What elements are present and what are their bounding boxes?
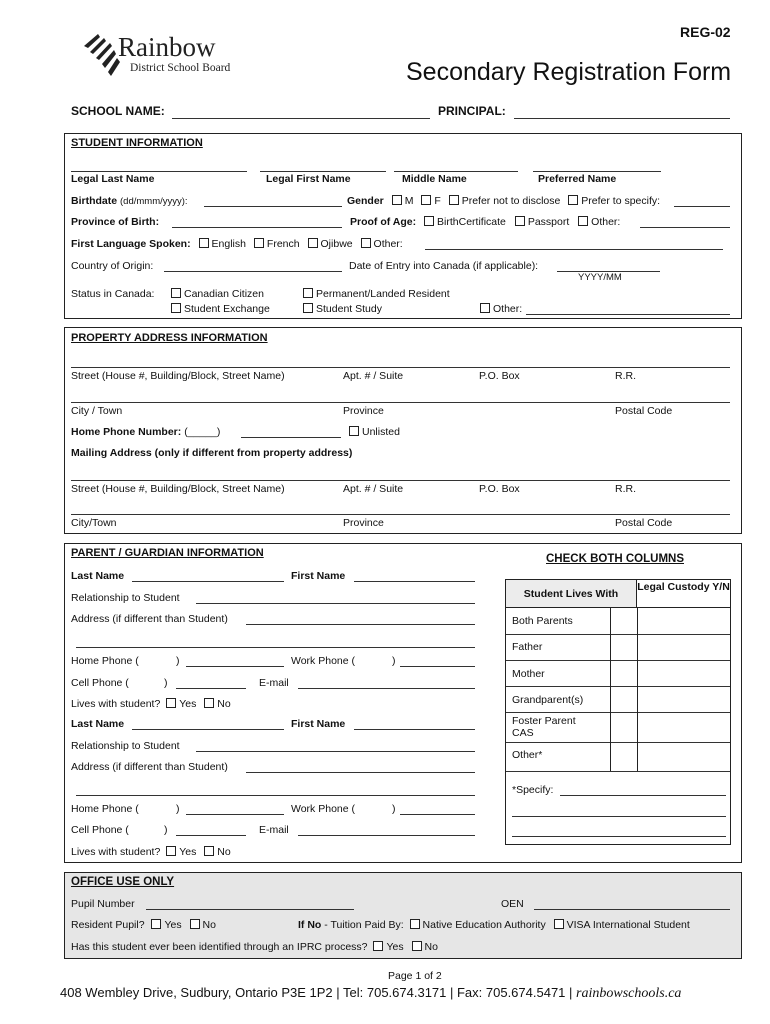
iprc-yes-label: Yes [386, 941, 404, 953]
resident-yes-checkbox[interactable] [151, 919, 161, 929]
iprc-no-label: No [424, 941, 438, 953]
native-label: Native Education Authority [422, 919, 546, 931]
mailing-street-label: Street (House #, Building/Block, Street Name) [71, 483, 285, 495]
home-phone-label: Home Phone Number: [71, 426, 182, 438]
p2-last-name-field[interactable] [132, 729, 284, 730]
custody-header-2 [637, 580, 730, 608]
language-label: First Language Spoken: [71, 238, 191, 250]
custody-specify-field[interactable] [560, 795, 726, 796]
p1-first-name-field[interactable] [354, 581, 475, 582]
custody-col1-label: Student Lives With [523, 588, 619, 600]
oen-field[interactable] [534, 909, 730, 910]
p1-lives-no-label: No [217, 698, 231, 710]
province-label: Province [343, 405, 384, 417]
footer-contact [60, 985, 681, 1002]
pupil-number-label: Pupil Number [71, 898, 135, 910]
province-birth-label: Province of Birth: [71, 216, 160, 228]
p1-cell-paren: ) [164, 677, 168, 689]
po-box-label: P.O. Box [479, 370, 520, 382]
custody-col-divider [610, 608, 611, 771]
mailing-apt-label: Apt. # / Suite [343, 483, 404, 495]
p1-home-phone-label: Home Phone ( [71, 655, 139, 667]
postal-label: Postal Code [615, 405, 673, 417]
proof-label: Proof of Age: [350, 216, 417, 228]
status-other-checkbox[interactable] [480, 303, 490, 313]
logo [80, 28, 250, 80]
custody-header-1 [506, 580, 637, 608]
birthdate-field[interactable] [204, 206, 342, 207]
school-name-label: SCHOOL NAME: [71, 104, 165, 118]
birthdate-label: Birthdate [71, 195, 118, 207]
country-label: Country of Origin: [71, 260, 154, 272]
p1-last-name-field[interactable] [132, 581, 284, 582]
gender-specify-field[interactable] [674, 206, 730, 207]
home-phone-field[interactable] [241, 437, 341, 438]
p2-lives-with-label: Lives with student? [71, 846, 161, 858]
lang-ojibwe-label: Ojibwe [320, 238, 353, 250]
legal-last-name-label: Legal Last Name [71, 173, 155, 185]
custody-row-divider [506, 771, 730, 772]
tuition-row [298, 919, 690, 931]
footer-address: 408 Wembley Drive, Sudbury, Ontario P3E 1P2 | Tel: 705.674.3171 | Fax: 705.674.5471 | [60, 985, 573, 1000]
p1-address-field[interactable] [246, 624, 475, 625]
home-phone-row [71, 426, 220, 438]
p2-lives-with [71, 846, 231, 858]
proof-passport-label: Passport [527, 216, 570, 228]
p1-lives-with-label: Lives with student? [71, 698, 161, 710]
proof-other-label: Other: [591, 216, 621, 228]
p1-home-paren: ) [176, 655, 180, 667]
p1-lives-yes-checkbox[interactable] [166, 698, 176, 708]
mailing-street-field[interactable] [71, 480, 730, 481]
p2-address-field[interactable] [246, 772, 475, 773]
p1-last-name-label: Last Name [71, 570, 125, 582]
status-permanent [303, 288, 450, 300]
custody-specify-field-3[interactable] [512, 836, 726, 837]
custody-specify-field-2[interactable] [512, 816, 726, 817]
custody-row-divider [506, 660, 730, 661]
mailing-city-field[interactable] [71, 514, 730, 515]
pupil-number-field[interactable] [146, 909, 354, 910]
gender-specify-label: Prefer to specify: [581, 195, 661, 207]
preferred-name-field[interactable] [533, 171, 661, 172]
status-exchange-label: Student Exchange [184, 303, 270, 315]
resident-no-label: No [202, 919, 216, 931]
proof-birth-checkbox[interactable] [424, 216, 434, 226]
p1-email-label: E-mail [259, 677, 289, 689]
gender-m-checkbox[interactable] [392, 195, 402, 205]
parent-guardian-header: PARENT / GUARDIAN INFORMATION [71, 547, 264, 559]
lang-other-field[interactable] [425, 249, 723, 250]
footer-website[interactable]: rainbowschools.ca [576, 986, 682, 1001]
p2-email-field[interactable] [298, 835, 475, 836]
p2-last-name-label: Last Name [71, 718, 125, 730]
lang-english-label: English [211, 238, 246, 250]
logo-name: Rainbow [118, 32, 216, 62]
gender-row [347, 195, 660, 207]
custody-row-label: Foster Parent CAS [512, 715, 576, 739]
custody-row-label: Father [512, 641, 543, 653]
entry-date-format: YYYY/MM [578, 272, 622, 283]
p2-home-phone-field[interactable] [186, 814, 284, 815]
status-other-label: Other: [493, 303, 523, 315]
lang-other-checkbox[interactable] [361, 238, 371, 248]
p1-email-field[interactable] [298, 688, 475, 689]
p1-first-name-label: First Name [291, 570, 346, 582]
page-title: Secondary Registration Form [406, 58, 732, 86]
p1-work-phone-field[interactable] [400, 666, 475, 667]
custody-row-divider [506, 634, 730, 635]
p2-address-field-2[interactable] [76, 795, 475, 796]
rr-label: R.R. [615, 370, 636, 382]
apt-label: Apt. # / Suite [343, 370, 404, 382]
status-other [480, 303, 522, 315]
proof-other-checkbox[interactable] [578, 216, 588, 226]
iprc-no-checkbox[interactable] [412, 941, 422, 951]
custody-col-divider [637, 608, 638, 771]
resident-row [71, 919, 216, 931]
p1-address-field-2[interactable] [76, 647, 475, 648]
p1-work-paren: ) [392, 655, 396, 667]
gender-m-label: M [404, 195, 414, 207]
p2-home-phone-label: Home Phone ( [71, 803, 139, 815]
unlisted-checkbox[interactable] [349, 426, 359, 436]
mailing-rr-label: R.R. [615, 483, 636, 495]
lang-french-checkbox[interactable] [254, 238, 264, 248]
custody-row-label: Other* [512, 749, 543, 761]
status-citizen-checkbox[interactable] [171, 288, 181, 298]
lang-french-label: French [266, 238, 300, 250]
proof-row [350, 216, 620, 228]
lang-ojibwe-checkbox[interactable] [308, 238, 318, 248]
unlisted-label: Unlisted [362, 426, 400, 438]
p1-cell-phone-field[interactable] [176, 688, 246, 689]
home-phone-area[interactable]: (_____) [184, 426, 221, 438]
visa-label: VISA International Student [566, 919, 690, 931]
p2-first-name-label: First Name [291, 718, 346, 730]
mailing-po-label: P.O. Box [479, 483, 520, 495]
status-other-field[interactable] [526, 314, 730, 315]
preferred-name-label: Preferred Name [538, 173, 617, 185]
p1-relationship-field[interactable] [196, 603, 475, 604]
gender-specify-checkbox[interactable] [568, 195, 578, 205]
status-citizen-label: Canadian Citizen [184, 288, 264, 300]
iprc-row [71, 941, 438, 953]
p1-lives-yes-label: Yes [179, 698, 197, 710]
p2-work-phone-label: Work Phone ( [291, 803, 355, 815]
gender-f-label: F [434, 195, 441, 207]
resident-label: Resident Pupil? [71, 919, 145, 931]
gender-nd-label: Prefer not to disclose [461, 195, 561, 207]
custody-row-divider [506, 712, 730, 713]
native-checkbox[interactable] [410, 919, 420, 929]
property-address-header: PROPERTY ADDRESS INFORMATION [71, 332, 268, 344]
principal-label: PRINCIPAL: [438, 104, 506, 118]
p2-cell-phone-label: Cell Phone ( [71, 824, 129, 836]
iprc-yes-checkbox[interactable] [373, 941, 383, 951]
status-study [303, 303, 382, 315]
custody-row-label: Both Parents [512, 615, 573, 627]
iprc-label: Has this student ever been identified through an IPRC process? [71, 941, 368, 953]
unlisted [349, 426, 400, 438]
gender-label: Gender [347, 195, 384, 207]
tuition-label: - Tuition Paid By: [324, 919, 404, 931]
status-study-checkbox[interactable] [303, 303, 313, 313]
proof-passport-checkbox[interactable] [515, 216, 525, 226]
proof-other-field[interactable] [640, 227, 730, 228]
legal-first-name-field[interactable] [260, 171, 386, 172]
province-birth-field[interactable] [172, 227, 342, 228]
resident-no-checkbox[interactable] [190, 919, 200, 929]
p2-lives-yes-label: Yes [179, 846, 197, 858]
country-field[interactable] [164, 271, 342, 272]
school-name-field[interactable] [172, 118, 430, 119]
mailing-address-label: Mailing Address (only if different from property address) [71, 447, 353, 459]
birthdate-row [71, 195, 188, 207]
status-permanent-label: Permanent/Landed Resident [316, 288, 450, 300]
gender-nd-checkbox[interactable] [449, 195, 459, 205]
p2-work-phone-field[interactable] [400, 814, 475, 815]
form-code: REG-02 [680, 24, 731, 40]
legal-last-name-field[interactable] [71, 171, 247, 172]
p2-lives-no-label: No [217, 846, 231, 858]
p1-cell-phone-label: Cell Phone ( [71, 677, 129, 689]
property-street-field[interactable] [71, 367, 730, 368]
p1-home-phone-field[interactable] [186, 666, 284, 667]
if-no-label: If No [298, 919, 322, 931]
status-study-label: Student Study [316, 303, 382, 315]
logo-subtitle: District School Board [130, 62, 231, 74]
language-row [71, 238, 403, 250]
office-use-header: OFFICE USE ONLY [71, 876, 175, 888]
mailing-province-label: Province [343, 517, 384, 529]
status-exchange [171, 303, 270, 315]
check-both-columns-title: CHECK BOTH COLUMNS [546, 553, 684, 565]
student-info-header: STUDENT INFORMATION [71, 137, 203, 149]
status-label: Status in Canada: [71, 288, 155, 300]
resident-yes-label: Yes [164, 919, 182, 931]
city-label: City / Town [71, 405, 123, 417]
custody-col2-label: Legal Custody Y/N [637, 581, 730, 593]
birthdate-format: (dd/mmm/yyyy): [120, 196, 188, 207]
p2-cell-paren: ) [164, 824, 168, 836]
lang-english-checkbox[interactable] [199, 238, 209, 248]
mailing-postal-label: Postal Code [615, 517, 673, 529]
p1-lives-with [71, 698, 231, 710]
principal-field[interactable] [514, 118, 730, 119]
mailing-city-label: City/Town [71, 517, 117, 529]
custody-row-divider [506, 742, 730, 743]
visa-checkbox[interactable] [554, 919, 564, 929]
custody-row-label: Mother [512, 668, 545, 680]
p2-relationship-field[interactable] [196, 751, 475, 752]
p2-lives-yes-checkbox[interactable] [166, 846, 176, 856]
oen-label: OEN [501, 898, 524, 910]
p2-first-name-field[interactable] [354, 729, 475, 730]
status-exchange-checkbox[interactable] [171, 303, 181, 313]
middle-name-label: Middle Name [402, 173, 467, 185]
gender-f-checkbox[interactable] [421, 195, 431, 205]
custody-specify-label: *Specify: [512, 784, 554, 796]
legal-first-name-label: Legal First Name [266, 173, 351, 185]
custody-row-divider [506, 686, 730, 687]
p2-email-label: E-mail [259, 824, 289, 836]
p2-address-label: Address (if different than Student) [71, 761, 228, 773]
status-permanent-checkbox[interactable] [303, 288, 313, 298]
custody-row-label: Grandparent(s) [512, 694, 584, 706]
p1-home-phone [71, 655, 139, 667]
p2-cell-phone-field[interactable] [176, 835, 246, 836]
street-label: Street (House #, Building/Block, Street Name) [71, 370, 285, 382]
page-number: Page 1 of 2 [388, 970, 442, 982]
entry-date-label: Date of Entry into Canada (if applicable): [349, 260, 539, 272]
custody-table [505, 579, 731, 845]
proof-birth-label: BirthCertificate [437, 216, 506, 228]
status-citizen [171, 288, 264, 300]
p2-relationship-label: Relationship to Student [71, 740, 180, 752]
p2-lives-no-checkbox[interactable] [204, 846, 214, 856]
lang-other-label: Other: [373, 238, 403, 250]
p1-work-phone-label: Work Phone ( [291, 655, 355, 667]
p1-lives-no-checkbox[interactable] [204, 698, 214, 708]
p1-relationship-label: Relationship to Student [71, 592, 180, 604]
p2-home-paren: ) [176, 803, 180, 815]
p2-work-paren: ) [392, 803, 396, 815]
middle-name-field[interactable] [394, 171, 518, 172]
p1-address-label: Address (if different than Student) [71, 613, 228, 625]
property-city-field[interactable] [71, 402, 730, 403]
